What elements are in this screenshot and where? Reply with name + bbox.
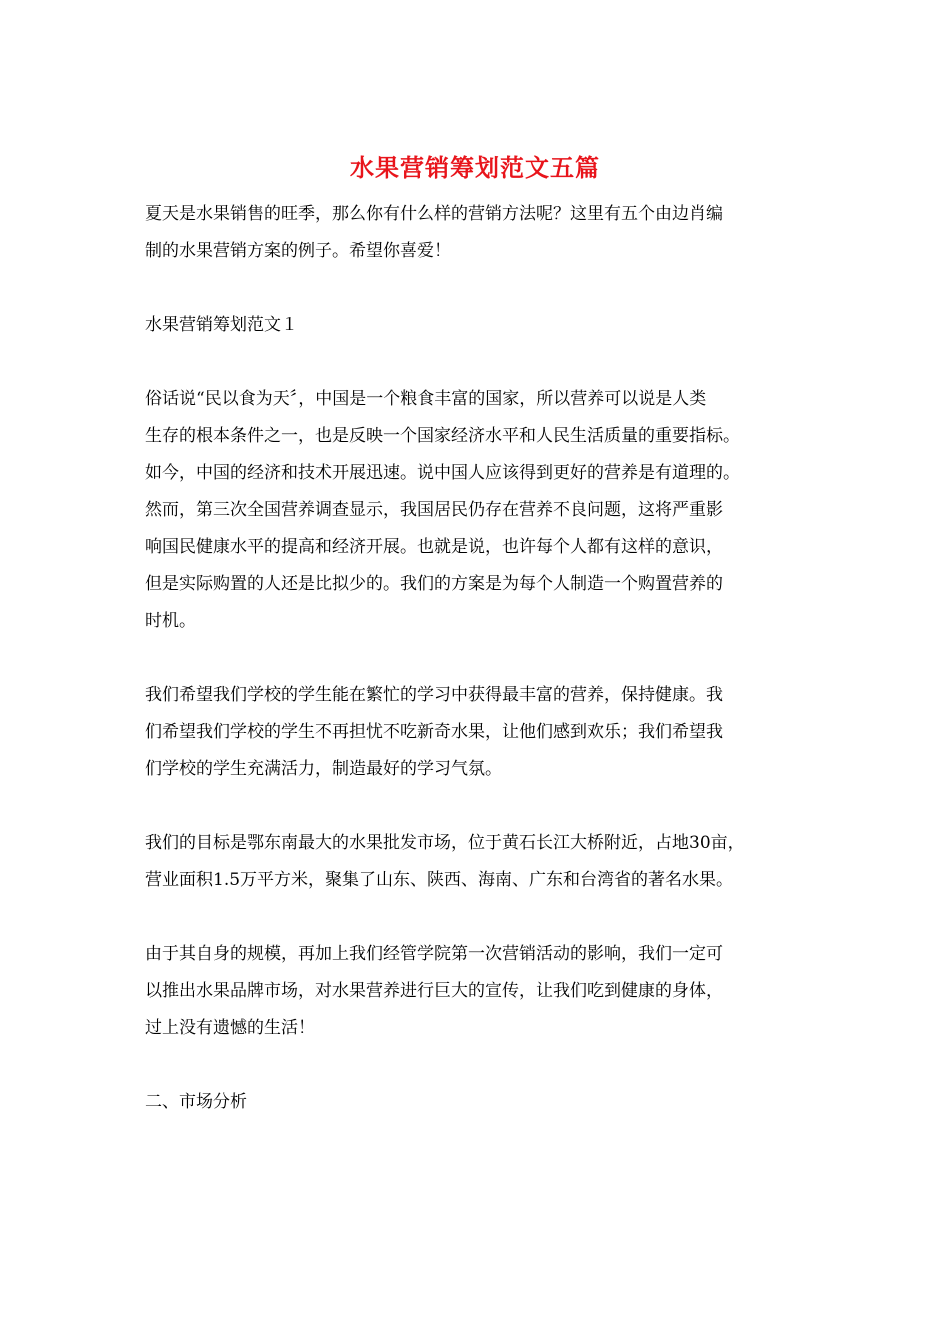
- text-line: 然而，第三次全国营养调查显示，我国居民仍存在营养不良问题，这将严重影: [145, 500, 723, 520]
- text-line: 二、市场分析: [145, 1092, 247, 1112]
- text-line: 响国民健康水平的提高和经济开展。也就是说，也许每个人都有这样的意识，: [145, 537, 723, 557]
- text-line: 营业面积1.5万平方米，聚集了山东、陕西、海南、广东和台湾省的著名水果。: [145, 870, 734, 890]
- text-line: 过上没有遗憾的生活！: [145, 1018, 315, 1038]
- text-line: 俗话说“民以食为天〞，中国是一个粮食丰富的国家，所以营养可以说是人类: [145, 389, 707, 409]
- paragraph: [145, 677, 825, 788]
- text-line: 但是实际购置的人还是比拟少的。我们的方案是为每个人制造一个购置营养的: [145, 574, 723, 594]
- text-line: 生存的根本条件之一，也是反映一个国家经济水平和人民生活质量的重要指标。: [145, 426, 740, 446]
- text-line: 们学校的学生充满活力，制造最好的学习气氛。: [145, 759, 502, 779]
- paragraph: [145, 1084, 825, 1121]
- paragraph: [145, 381, 825, 640]
- text-line: 我们的目标是鄂东南最大的水果批发市场，位于黄石长江大桥附近，占地30亩，: [145, 833, 745, 853]
- text-line: 夏天是水果销售的旺季，那么你有什么样的营销方法呢？这里有五个由边肖编: [145, 204, 723, 224]
- text-line: 们希望我们学校的学生不再担忧不吃新奇水果，让他们感到欢乐；我们希望我: [145, 722, 723, 742]
- text-line: 我们希望我们学校的学生能在繁忙的学习中获得最丰富的营养，保持健康。我: [145, 685, 723, 705]
- text-line: 以推出水果品牌市场，对水果营养进行巨大的宣传，让我们吃到健康的身体，: [145, 981, 723, 1001]
- paragraph: [145, 936, 825, 1047]
- text-line: 由于其自身的规模，再加上我们经管学院第一次营销活动的影响，我们一定可: [145, 944, 723, 964]
- text-line: 水果营销筹划范文１: [145, 315, 298, 335]
- text-line: 如今，中国的经济和技术开展迅速。说中国人应该得到更好的营养是有道理的。: [145, 463, 740, 483]
- text-line: 时机。: [145, 611, 196, 631]
- paragraph: [145, 307, 825, 344]
- document-title: 水果营销筹划范文五篇: [350, 153, 600, 182]
- text-line: 制的水果营销方案的例子。希望你喜爱！: [145, 241, 451, 261]
- paragraph: [145, 196, 825, 270]
- paragraph: [145, 825, 825, 899]
- document-body: [145, 196, 825, 1158]
